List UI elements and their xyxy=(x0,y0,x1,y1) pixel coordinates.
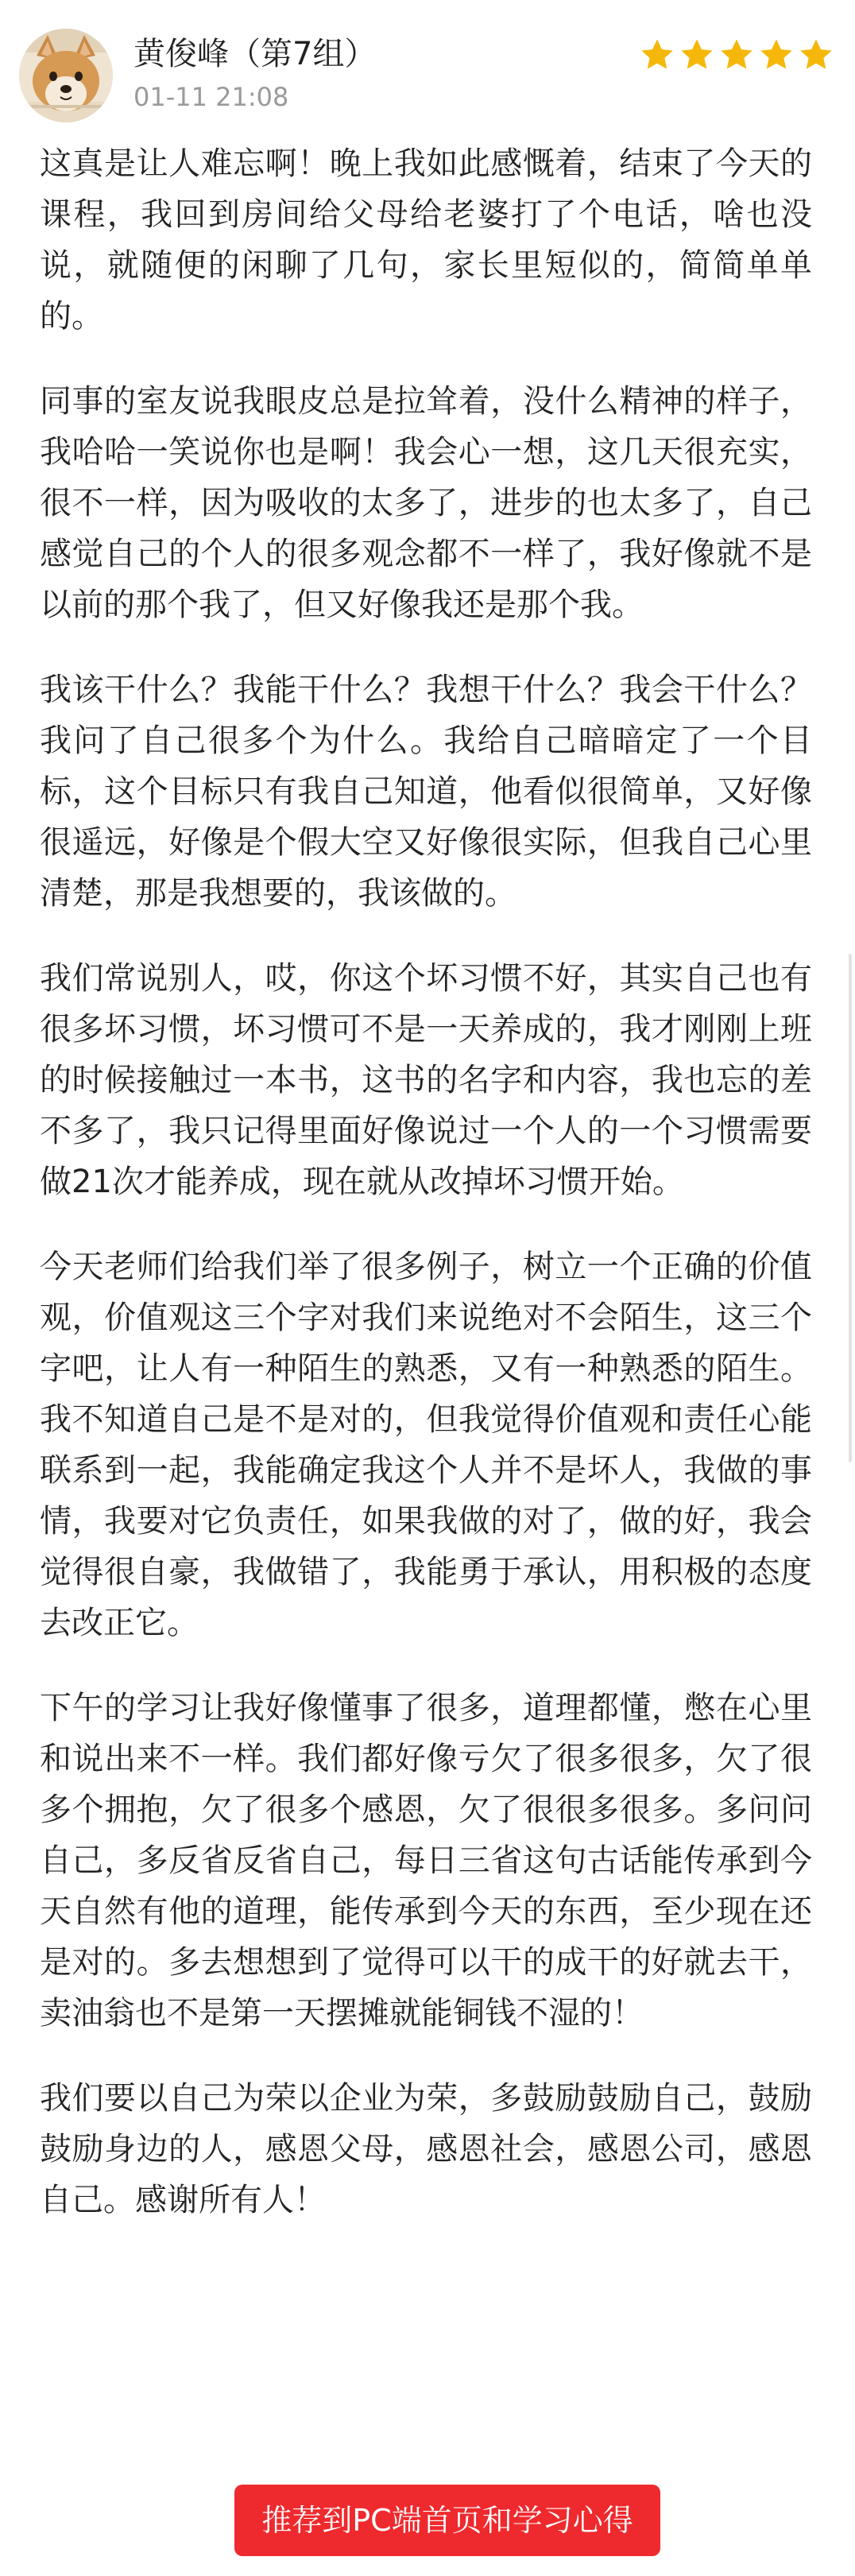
dog-avatar-icon[interactable] xyxy=(19,29,113,122)
post-paragraph: 下午的学习让我好像懂事了很多，道理都懂，憋在心里和说出来不一样。我们都好像亏欠了很多很多，欠了很多个拥抱，欠了很多个感恩，欠了很很多很多。多问问自己，多反省反省自己，每日三省这句古话能传承到今天自然有他的道理，能传承到今天的东西，至少现在还是对的。多去想想到了觉得可以干的成干的好就去干，卖油翁也不是第一天摆摊就能铜钱不湿的！ xyxy=(40,1690,812,2032)
star-icon xyxy=(718,37,755,73)
post-header xyxy=(0,0,855,135)
recommend-to-pc-button[interactable]: 推荐到PC端首页和学习心得 xyxy=(234,2485,660,2556)
post-paragraph: 我们要以自己为荣以企业为荣，多鼓励鼓励自己，鼓励鼓励身边的人，感恩父母，感恩社会，感恩公司，感恩自己。感谢所有人！ xyxy=(40,2080,812,2218)
star-icon xyxy=(639,37,675,73)
scrollbar-thumb[interactable] xyxy=(849,954,852,1462)
post-content xyxy=(40,138,812,2260)
star-icon xyxy=(798,37,834,73)
star-icon xyxy=(758,37,795,73)
post-paragraph: 这真是让人难忘啊！晚上我如此感慨着，结束了今天的课程，我回到房间给父母给老婆打了个电话，啥也没说，就随便的闲聊了几句，家长里短似的，简简单单的。 xyxy=(40,145,812,335)
star-icon xyxy=(679,37,715,73)
post-paragraph: 我们常说别人，哎，你这个坏习惯不好，其实自己也有很多坏习惯，坏习惯可不是一天养成的，我才刚刚上班的时候接触过一本书，这书的名字和内容，我也忘的差不多了，我只记得里面好像说过一个人的一个习惯需要做21次才能养成，现在就从改掉坏习惯开始。 xyxy=(40,960,812,1200)
post-paragraph: 今天老师们给我们举了很多例子，树立一个正确的价值观，价值观这三个字对我们来说绝对不会陌生，这三个字吧，让人有一种陌生的熟悉，又有一种熟悉的陌生。我不知道自己是不是对的，但我觉得价值观和责任心能联系到一起，我能确定我这个人并不是坏人，我做的事情，我要对它负责任，如果我做的对了，做的好，我会觉得很自豪，我做错了，我能勇于承认，用积极的态度去改正它。 xyxy=(40,1249,812,1641)
post-paragraph: 我该干什么？我能干什么？我想干什么？我会干什么？我问了自己很多个为什么。我给自己暗暗定了一个目标，这个目标只有我自己知道，他看似很简单，又好像很遥远，好像是个假大空又好像很实际，但我自己心里清楚，那是我想要的，我该做的。 xyxy=(40,672,812,912)
post-paragraph: 同事的室友说我眼皮总是拉耸着，没什么精神的样子，我哈哈一笑说你也是啊！我会心一想，这几天很充实，很不一样，因为吸收的太多了，进步的也太多了，自己感觉自己的个人的很多观念都不一样了，我好像就不是以前的那个我了，但又好像我还是那个我。 xyxy=(40,383,812,623)
user-name[interactable]: 黄俊峰（第7组） xyxy=(133,36,377,72)
post-timestamp: 01-11 21:08 xyxy=(133,82,289,112)
star-rating xyxy=(639,37,834,73)
